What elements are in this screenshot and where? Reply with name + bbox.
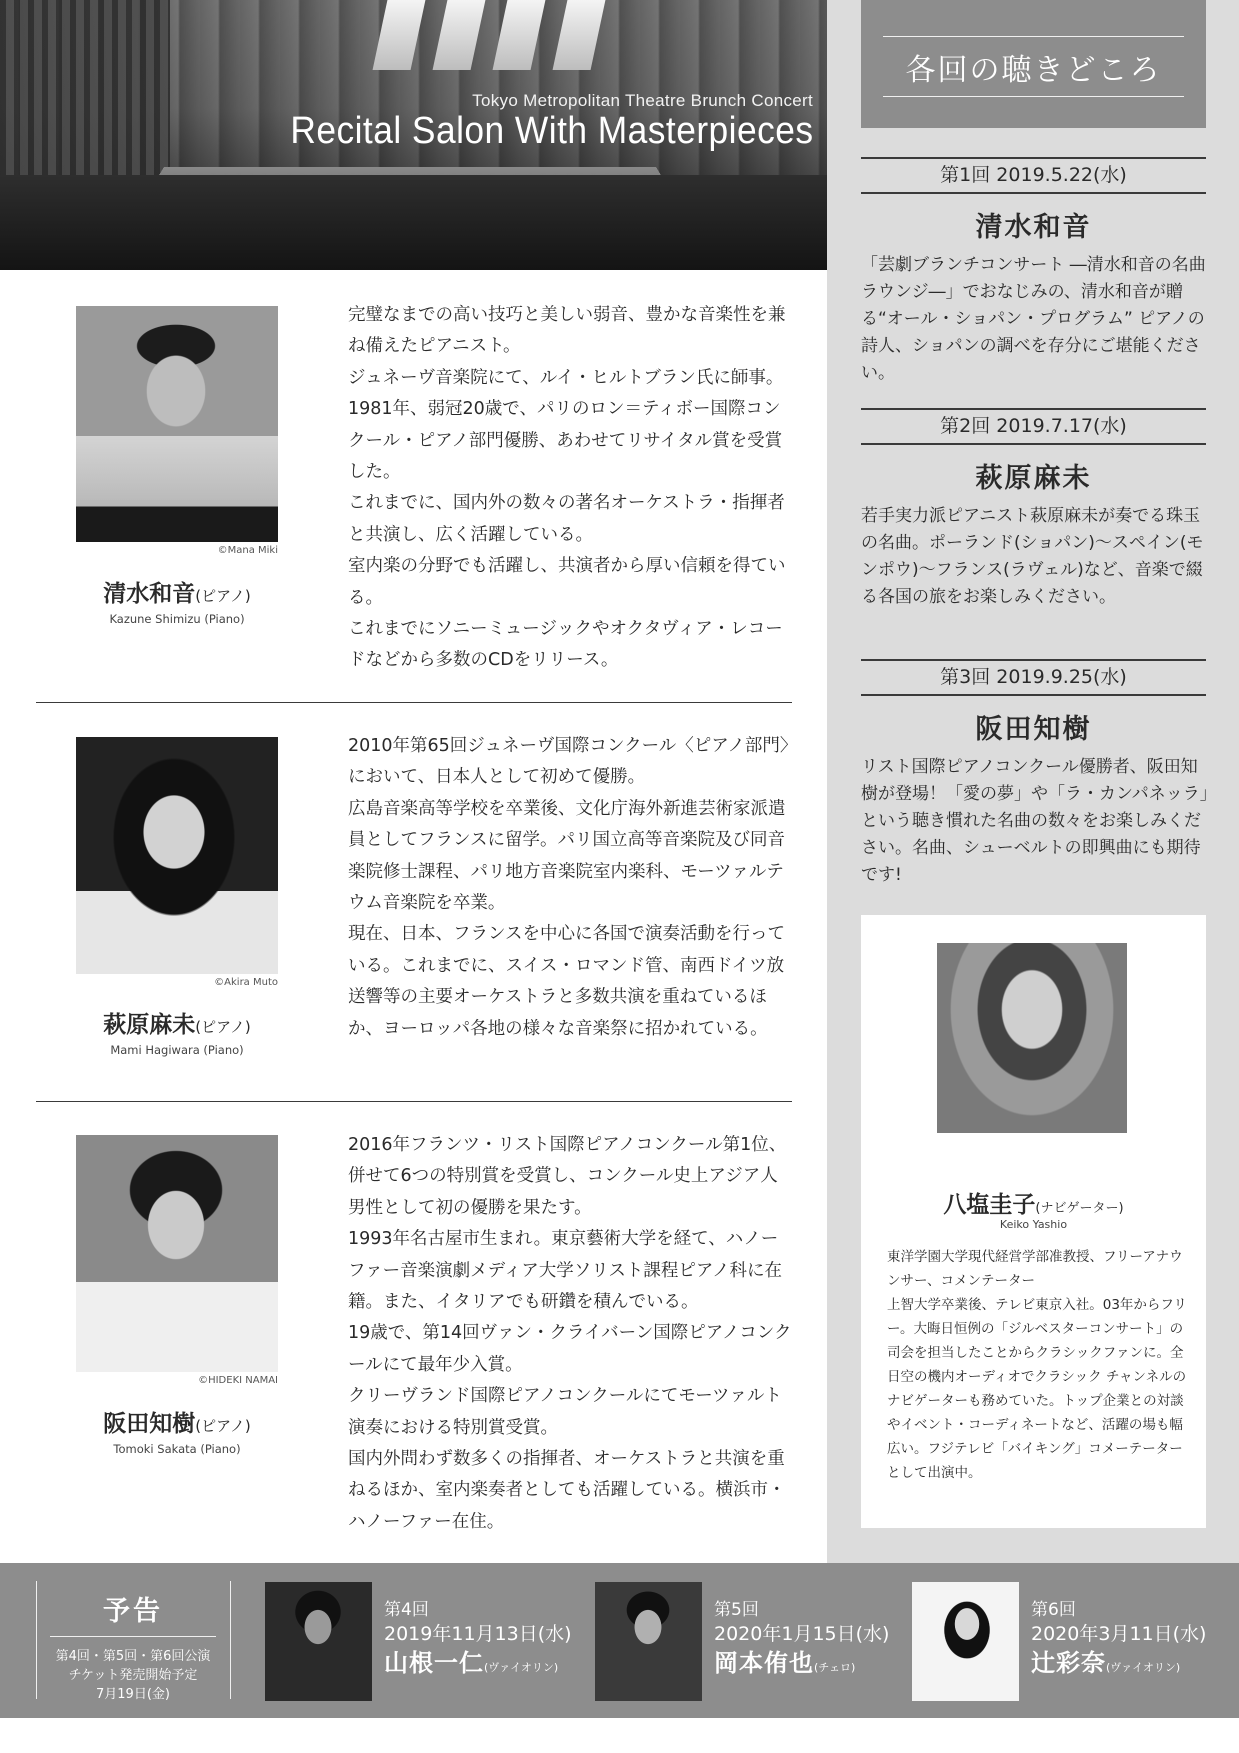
bio-paragraph: 2010年第65回ジュネーヴ国際コンクール〈ピアノ部門〉において、日本人として初めて優勝。	[348, 736, 789, 788]
upcoming-photo-yamane	[265, 1582, 372, 1701]
navigator-name	[861, 1186, 1206, 1219]
session-performer: 阪田知樹	[975, 714, 1092, 745]
session-description: リスト国際ピアノコンクール優勝者、阪田知樹が登場！「愛の夢」や「ラ・カンパネッラ」という聴き慣れた名曲の数々をお楽しみください。名曲、シューベルトの即興曲にも期待です!	[861, 757, 1209, 885]
upcoming-bar	[0, 1563, 1239, 1718]
upcoming-photo-okamoto	[595, 1582, 702, 1701]
performer-bio	[348, 731, 793, 1045]
upcoming-section	[0, 1563, 1239, 1753]
navigator-name-roman: Keiko Yashio	[999, 1218, 1068, 1231]
bio-paragraph: 完璧なまでの高い技巧と美しい弱音、豊かな音楽性を兼ね備えたピアニスト。	[348, 305, 786, 357]
header-photo	[0, 0, 827, 270]
bio-paragraph: これまでにソニーミュージックやオクタヴィア・レコードなどから多数のCDをリリース。	[348, 619, 783, 671]
bio-paragraph: 現在、日本、フランスを中心に各国で演奏活動を行っている。これまでに、スイス・ロマンド管、南西ドイツ放送響等の主要オーケストラと多数共演を重ねているほか、ヨーロッパ各地の様々な音楽祭に招かれている。	[348, 924, 785, 1039]
performer-role: (ピアノ)	[195, 1018, 251, 1036]
performer-name-text: 阪田知樹	[103, 1411, 196, 1437]
header-rule	[883, 96, 1184, 97]
upcoming-round: 第6回	[1031, 1600, 1076, 1620]
navigator-bio-paragraph: 東洋学園大学現代経営学部准教授、フリーアナウンサー、コメンテーター	[887, 1249, 1183, 1289]
bio-paragraph: 国内外問わず数多くの指揮者、オーケストラと共演を重ねるほか、室内楽奏者としても活躍している。横浜市・ハノーファー在住。	[348, 1449, 786, 1532]
upcoming-date: 2020年1月15日(水)	[714, 1623, 890, 1645]
photo-credit: ©Akira Muto	[214, 977, 278, 988]
upcoming-role: (ヴァイオリン)	[1106, 1661, 1181, 1674]
upcoming-name: 山根一仁	[384, 1649, 484, 1677]
stage-light-graphic	[433, 0, 486, 70]
session-performer: 清水和音	[975, 212, 1092, 243]
performer-name-text: 清水和音	[103, 581, 196, 607]
performer-name-text: 萩原麻未	[103, 1012, 196, 1038]
session-description: 「芸劇ブランチコンサート ―清水和音の名曲ラウンジ―」でおなじみの、清水和音が贈る“オール・ショパン・プログラム” ピアノの詩人、ショパンの調べを存分にご堪能ください。	[861, 255, 1206, 383]
session-heading: 第3回 2019.9.25(水)	[861, 659, 1206, 696]
navigator-box	[861, 915, 1206, 1528]
performer-photo-shimizu	[76, 306, 278, 542]
performer-role: (ピアノ)	[195, 1417, 251, 1435]
upcoming-round: 第4回	[384, 1600, 429, 1620]
notice-rule	[50, 1636, 216, 1637]
performer-photo-sakata	[76, 1135, 278, 1372]
highlights-title: 各回の聴きどころ	[905, 53, 1162, 88]
notice-line: チケット発売開始予定	[68, 1668, 198, 1683]
bio-paragraph: 19歳で、第14回ヴァン・クライバーン国際ピアノコンクールにて最年少入賞。	[348, 1323, 792, 1375]
upcoming-name: 辻彩奈	[1031, 1649, 1106, 1677]
bio-paragraph: 室内楽の分野でも活躍し、共演者から厚い信頼を得ている。	[348, 556, 786, 608]
stage-light-graphic	[373, 0, 426, 70]
navigator-bio-paragraph: 上智大学卒業後、テレビ東京入社。03年からフリー。大晦日恒例の「ジルベスターコンサート」の司会を担当したことからクラシックファンに。全日空の機内オーディオでクラシック チャンネルのナビゲーターも務めていた。トップ企業との対談やイベント・コーディネートなど、活躍の場も幅広い。フジテレビ「バイキング」コメーテーターとして出演中。	[887, 1297, 1187, 1481]
performer-bio	[348, 300, 793, 677]
performer-name-roman: Kazune Shimizu (Piano)	[109, 612, 245, 626]
upcoming-date: 2019年11月13日(水)	[384, 1623, 572, 1645]
session-description: 若手実力派ピアニスト萩原麻未が奏でる珠玉の名曲。ポーランド(ショパン)〜スペイン(モンポウ)〜フランス(ラヴェル)など、音楽で綴る各国の旅をお楽しみください。	[861, 506, 1204, 607]
stage-light-graphic	[493, 0, 546, 70]
upcoming-performer	[1031, 1643, 1180, 1678]
bio-paragraph: クリーヴランド国際ピアノコンクールにてモーツァルト演奏における特別賞受賞。	[348, 1386, 782, 1438]
notice-text	[36, 1647, 230, 1704]
notice-line: 第4回・第5回・第6回公演	[55, 1649, 211, 1664]
bio-paragraph: これまでに、国内外の数々の著名オーケストラ・指揮者と共演し、広く活躍している。	[348, 493, 785, 545]
performer-name	[57, 1405, 297, 1438]
section-divider	[36, 702, 792, 703]
session-performer: 萩原麻未	[975, 463, 1092, 494]
photo-credit: ©Mana Miki	[217, 545, 278, 556]
header-subtitle: Tokyo Metropolitan Theatre Brunch Concert	[472, 91, 813, 110]
bio-paragraph: 広島音楽高等学校を卒業後、文化庁海外新進芸術家派遣員としてフランスに留学。パリ国立高等音楽院及び同音楽院修士課程、パリ地方音楽院室内楽科、モーツァルテウム音楽院を卒業。	[348, 798, 786, 914]
navigator-role: (ナビゲーター)	[1035, 1201, 1124, 1216]
photo-credit: ©HIDEKI NAMAI	[198, 1375, 278, 1386]
highlights-header	[861, 0, 1206, 128]
navigator-bio	[887, 1245, 1187, 1485]
performer-photo-hagiwara	[76, 737, 278, 974]
upcoming-round: 第5回	[714, 1600, 759, 1620]
bar-rule	[230, 1581, 231, 1699]
session-heading: 第2回 2019.7.17(水)	[861, 408, 1206, 445]
notice-line: 7月19日(金)	[96, 1687, 170, 1702]
upcoming-role: (ヴァイオリン)	[484, 1661, 559, 1674]
header-rule	[883, 36, 1184, 37]
session-heading: 第1回 2019.5.22(水)	[861, 157, 1206, 194]
performer-name	[57, 575, 297, 608]
section-divider	[36, 1101, 792, 1102]
bio-paragraph: 1993年名古屋市生まれ。東京藝術大学を経て、ハノーファー音楽演劇メディア大学ソリスト課程ピアノ科に在籍。また、イタリアでも研鑽を積んでいる。	[348, 1229, 782, 1313]
performer-role: (ピアノ)	[195, 587, 251, 605]
upcoming-name: 岡本侑也	[714, 1649, 814, 1677]
bio-paragraph: 2016年フランツ・リスト国際ピアノコンクール第1位、併せて6つの特別賞を受賞し、コンクール史上アジア人男性として初の優勝を果たす。	[348, 1135, 787, 1218]
notice-title: 予告	[103, 1596, 163, 1627]
header-title: Recital Salon With Masterpieces	[289, 110, 813, 152]
performer-name	[57, 1006, 297, 1039]
seating-graphic	[0, 175, 827, 270]
performer-name-roman: Mami Hagiwara (Piano)	[110, 1043, 244, 1057]
navigator-name-text: 八塩圭子	[943, 1192, 1036, 1218]
bio-paragraph: ジュネーヴ音楽院にて、ルイ・ヒルトブラン氏に師事。1981年、弱冠20歳で、パリのロン＝ティボー国際コンクール・ピアノ部門優勝、あわせてリサイタル賞を受賞した。	[348, 367, 784, 483]
upcoming-performer	[714, 1643, 855, 1678]
upcoming-role: (チェロ)	[814, 1661, 856, 1674]
stage-light-graphic	[553, 0, 606, 70]
performer-bio	[348, 1130, 793, 1538]
upcoming-date: 2020年3月11日(水)	[1031, 1623, 1207, 1645]
upcoming-photo-tsuji	[912, 1582, 1019, 1701]
highlights-column	[827, 0, 1239, 1563]
navigator-photo	[937, 943, 1127, 1133]
upcoming-performer	[384, 1643, 558, 1678]
performer-name-roman: Tomoki Sakata (Piano)	[113, 1442, 241, 1456]
